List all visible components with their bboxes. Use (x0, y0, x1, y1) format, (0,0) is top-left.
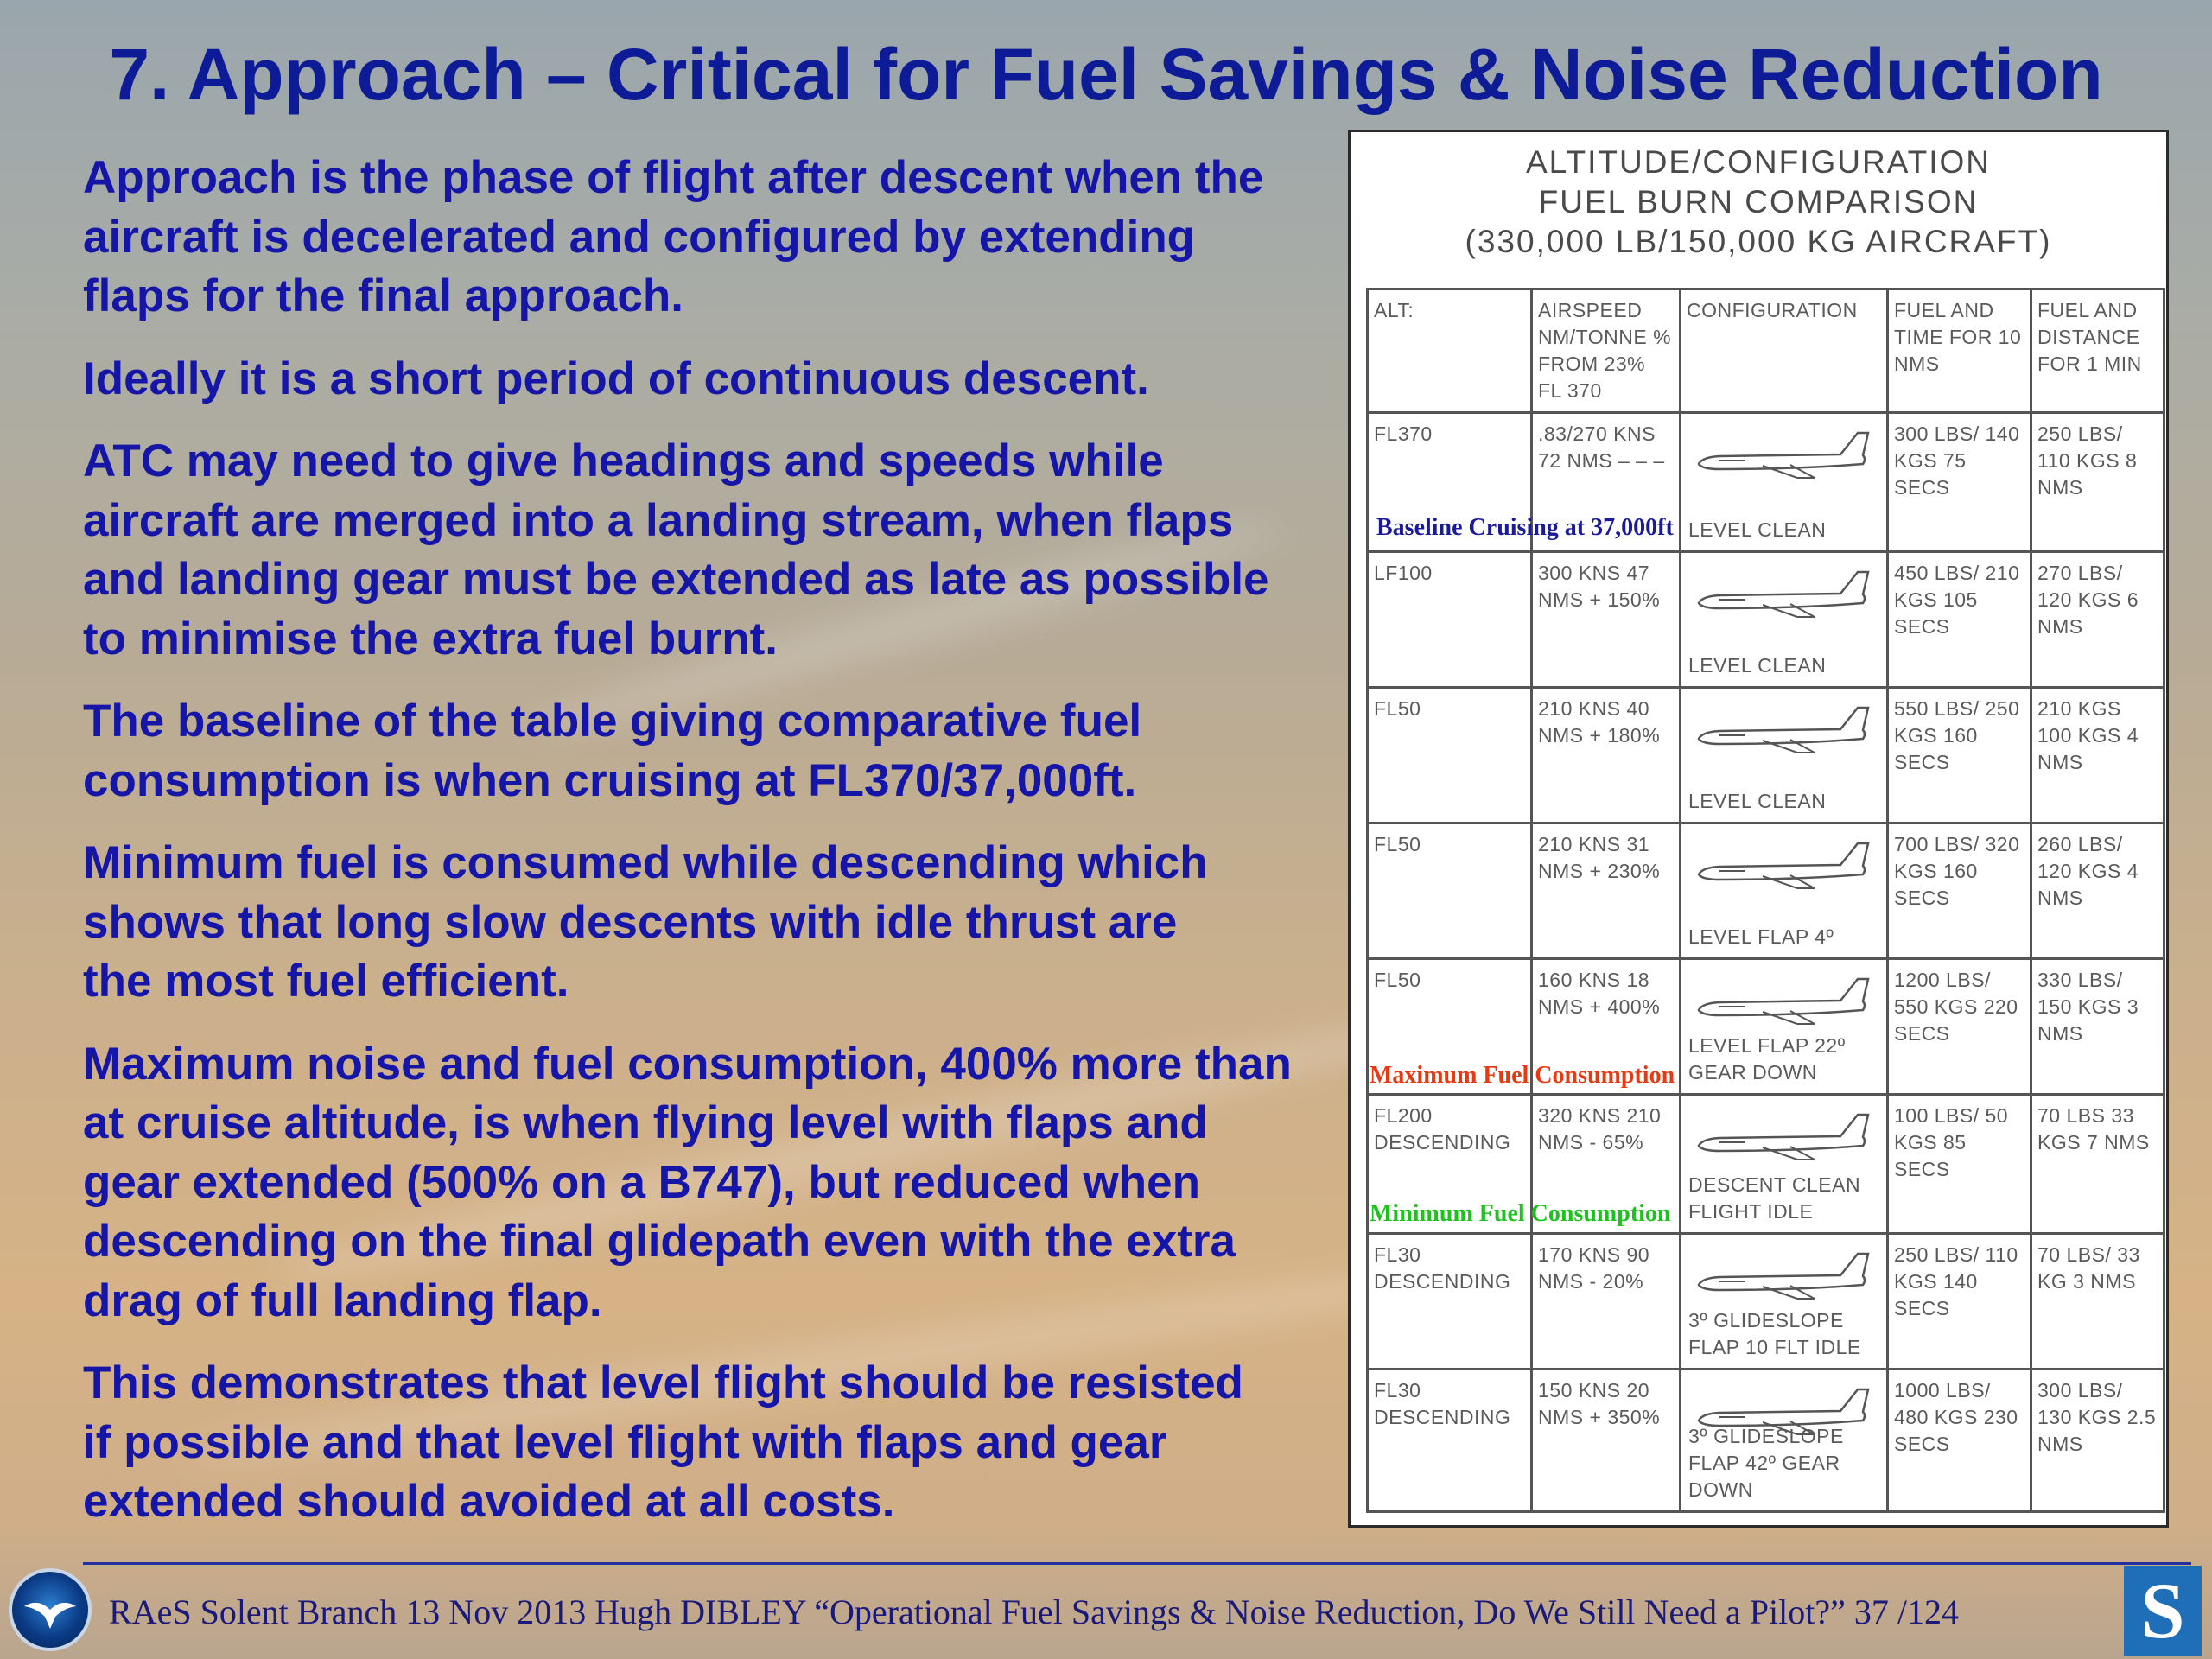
table-title-line: (330,000 LB/150,000 KG AIRCRAFT) (1465, 224, 2052, 259)
cell-alt: FL50 (1368, 687, 1532, 823)
cell-airspeed: 210 KNS 31 NMS + 230% (1532, 823, 1681, 958)
cell-fuel-distance: 300 LBS/ 130 KGS 2.5 NMS (2031, 1369, 2164, 1511)
cell-fuel-distance: 330 LBS/ 150 KGS 3 NMS (2031, 958, 2164, 1094)
cell-fuel-time: 450 LBS/ 210 KGS 105 SECS (1888, 552, 2031, 688)
header-fuel-distance: FUEL AND DISTANCE FOR 1 MIN (2031, 289, 2164, 413)
paragraph: The baseline of the table giving comparative fuel consumption is when cruising at FL370/37,000ft. (83, 696, 1142, 806)
cell-fuel-time: 300 LBS/ 140 KGS 75 SECS (1888, 413, 2031, 552)
paragraph: Ideally it is a short period of continuous descent. (83, 353, 1149, 404)
paragraph: This demonstrates that level flight should be resisted if possible and that level flight with flaps and gear extended should avoided at all costs. (83, 1357, 1243, 1527)
cell-alt: FL30 DESCENDING (1368, 1369, 1532, 1511)
config-label: 3º GLIDESLOPE FLAP 42º GEAR DOWN (1688, 1425, 1844, 1501)
aircraft-icon (1694, 1108, 1875, 1168)
cell-fuel-time: 1000 LBS/ 480 KGS 230 SECS (1888, 1369, 2031, 1511)
table-row (1368, 1233, 2164, 1369)
cell-fuel-time: 550 LBS/ 250 KGS 160 SECS (1888, 687, 2031, 823)
config-label: LEVEL CLEAN (1688, 518, 1827, 542)
paragraph: Minimum fuel is consumed while descending which shows that long slow descents with idle thrust are the most fuel efficient. (83, 837, 1208, 1007)
header-configuration: CONFIGURATION (1681, 289, 1888, 413)
footer-text: RAeS Solent Branch 13 Nov 2013 Hugh DIBLEY “Operational Fuel Savings & Noise Reduction, Do We Still Need a Pilot?” 37 /124 (109, 1592, 1959, 1631)
cell-fuel-distance: 70 LBS 33 KGS 7 NMS (2031, 1094, 2164, 1233)
aircraft-icon (1694, 565, 1875, 626)
paragraph: Maximum noise and fuel consumption, 400% more than at cruise altitude, is when flying level with flaps and gear extended (500% on a B747), but reduced when descending on the final glidepath even with the extra drag of full landing flap. (83, 1038, 1292, 1326)
header-alt: ALT: (1368, 289, 1532, 413)
branch-logo: S (2124, 1566, 2202, 1656)
cell-fuel-time: 1200 LBS/ 550 KGS 220 SECS (1888, 958, 2031, 1094)
annotation-minimum: Minimum Fuel Consumption (1370, 1200, 1671, 1227)
header-fuel-time: FUEL AND TIME FOR 10 NMS (1888, 289, 2031, 413)
cell-alt: FL200 DESCENDING (1368, 1094, 1532, 1233)
annotation-maximum: Maximum Fuel Consumption (1370, 1062, 1675, 1089)
config-label: 3º GLIDESLOPE FLAP 10 FLT IDLE (1688, 1308, 1861, 1358)
aircraft-icon (1694, 426, 1875, 486)
fuel-burn-table (1366, 288, 2165, 1513)
cell-alt: FL50 (1368, 958, 1532, 1094)
config-label: DESCENT CLEAN FLIGHT IDLE (1688, 1173, 1861, 1223)
cell-airspeed: 320 KNS 210 NMS - 65% (1532, 1094, 1681, 1233)
aircraft-icon (1694, 1247, 1875, 1307)
cell-alt: FL50 (1368, 823, 1532, 958)
slide-body (83, 149, 1310, 1555)
cell-airspeed: 160 KNS 18 NMS + 400% (1532, 958, 1681, 1094)
config-label: LEVEL FLAP 4º (1688, 925, 1834, 948)
cell-fuel-distance: 270 LBS/ 120 KGS 6 NMS (2031, 552, 2164, 688)
cell-config (1681, 413, 1888, 552)
cell-airspeed: 150 KNS 20 NMS + 350% (1532, 1369, 1681, 1511)
footer-divider (83, 1562, 2191, 1565)
table-title-line: ALTITUDE/CONFIGURATION (1525, 144, 1992, 180)
cell-fuel-distance: 210 KGS 100 KGS 4 NMS (2031, 687, 2164, 823)
cell-config (1681, 1233, 1888, 1369)
cell-airspeed: .83/270 KNS 72 NMS – – – (1532, 413, 1681, 552)
cell-alt: FL370 (1368, 413, 1532, 552)
cell-config (1681, 823, 1888, 958)
cell-fuel-time: 100 LBS/ 50 KGS 85 SECS (1888, 1094, 2031, 1233)
cell-config (1681, 958, 1888, 1094)
cell-airspeed: 210 KNS 40 NMS + 180% (1532, 687, 1681, 823)
aircraft-icon (1694, 701, 1875, 761)
cell-fuel-time: 700 LBS/ 320 KGS 160 SECS (1888, 823, 2031, 958)
table-title (1351, 143, 2166, 262)
cell-fuel-time: 250 LBS/ 110 KGS 140 SECS (1888, 1233, 2031, 1369)
config-label: LEVEL CLEAN (1688, 789, 1827, 812)
cell-config (1681, 1094, 1888, 1233)
header-airspeed: AIRSPEED NM/TONNE % FROM 23% FL 370 (1532, 289, 1681, 413)
cell-alt: FL30 DESCENDING (1368, 1233, 1532, 1369)
table-row (1368, 687, 2164, 823)
cell-config (1681, 552, 1888, 688)
slide-title: 7. Approach – Critical for Fuel Savings & Noise Reduction (109, 34, 2103, 115)
table-row (1368, 823, 2164, 958)
table-header-row (1368, 289, 2164, 413)
cell-fuel-distance: 250 LBS/ 110 KGS 8 NMS (2031, 413, 2164, 552)
aircraft-icon (1694, 836, 1875, 897)
table-row (1368, 1369, 2164, 1511)
cell-fuel-distance: 70 LBS/ 33 KG 3 NMS (2031, 1233, 2164, 1369)
paragraph: ATC may need to give headings and speeds while aircraft are merged into a landing stream, when flaps and landing gear must be extended as late as possible to minimise the extra fuel burnt. (83, 435, 1269, 664)
table-title-line: FUEL BURN COMPARISON (1538, 184, 1979, 219)
table-row (1368, 552, 2164, 688)
eagle-emblem-icon (9, 1568, 92, 1651)
annotation-baseline: Baseline Cruising at 37,000ft (1376, 514, 1674, 541)
aircraft-icon (1694, 972, 1875, 1033)
fuel-burn-table-card (1348, 130, 2169, 1528)
cell-alt: LF100 (1368, 552, 1532, 688)
paragraph: Approach is the phase of flight after descent when the aircraft is decelerated and configured by extending flaps for the final approach. (83, 152, 1264, 321)
cell-airspeed: 170 KNS 90 NMS - 20% (1532, 1233, 1681, 1369)
cell-fuel-distance: 260 LBS/ 120 KGS 4 NMS (2031, 823, 2164, 958)
cell-airspeed: 300 KNS 47 NMS + 150% (1532, 552, 1681, 688)
config-label: LEVEL CLEAN (1688, 653, 1827, 677)
config-label: LEVEL FLAP 22º GEAR DOWN (1688, 1033, 1846, 1084)
cell-config (1681, 1369, 1888, 1511)
cell-config (1681, 687, 1888, 823)
